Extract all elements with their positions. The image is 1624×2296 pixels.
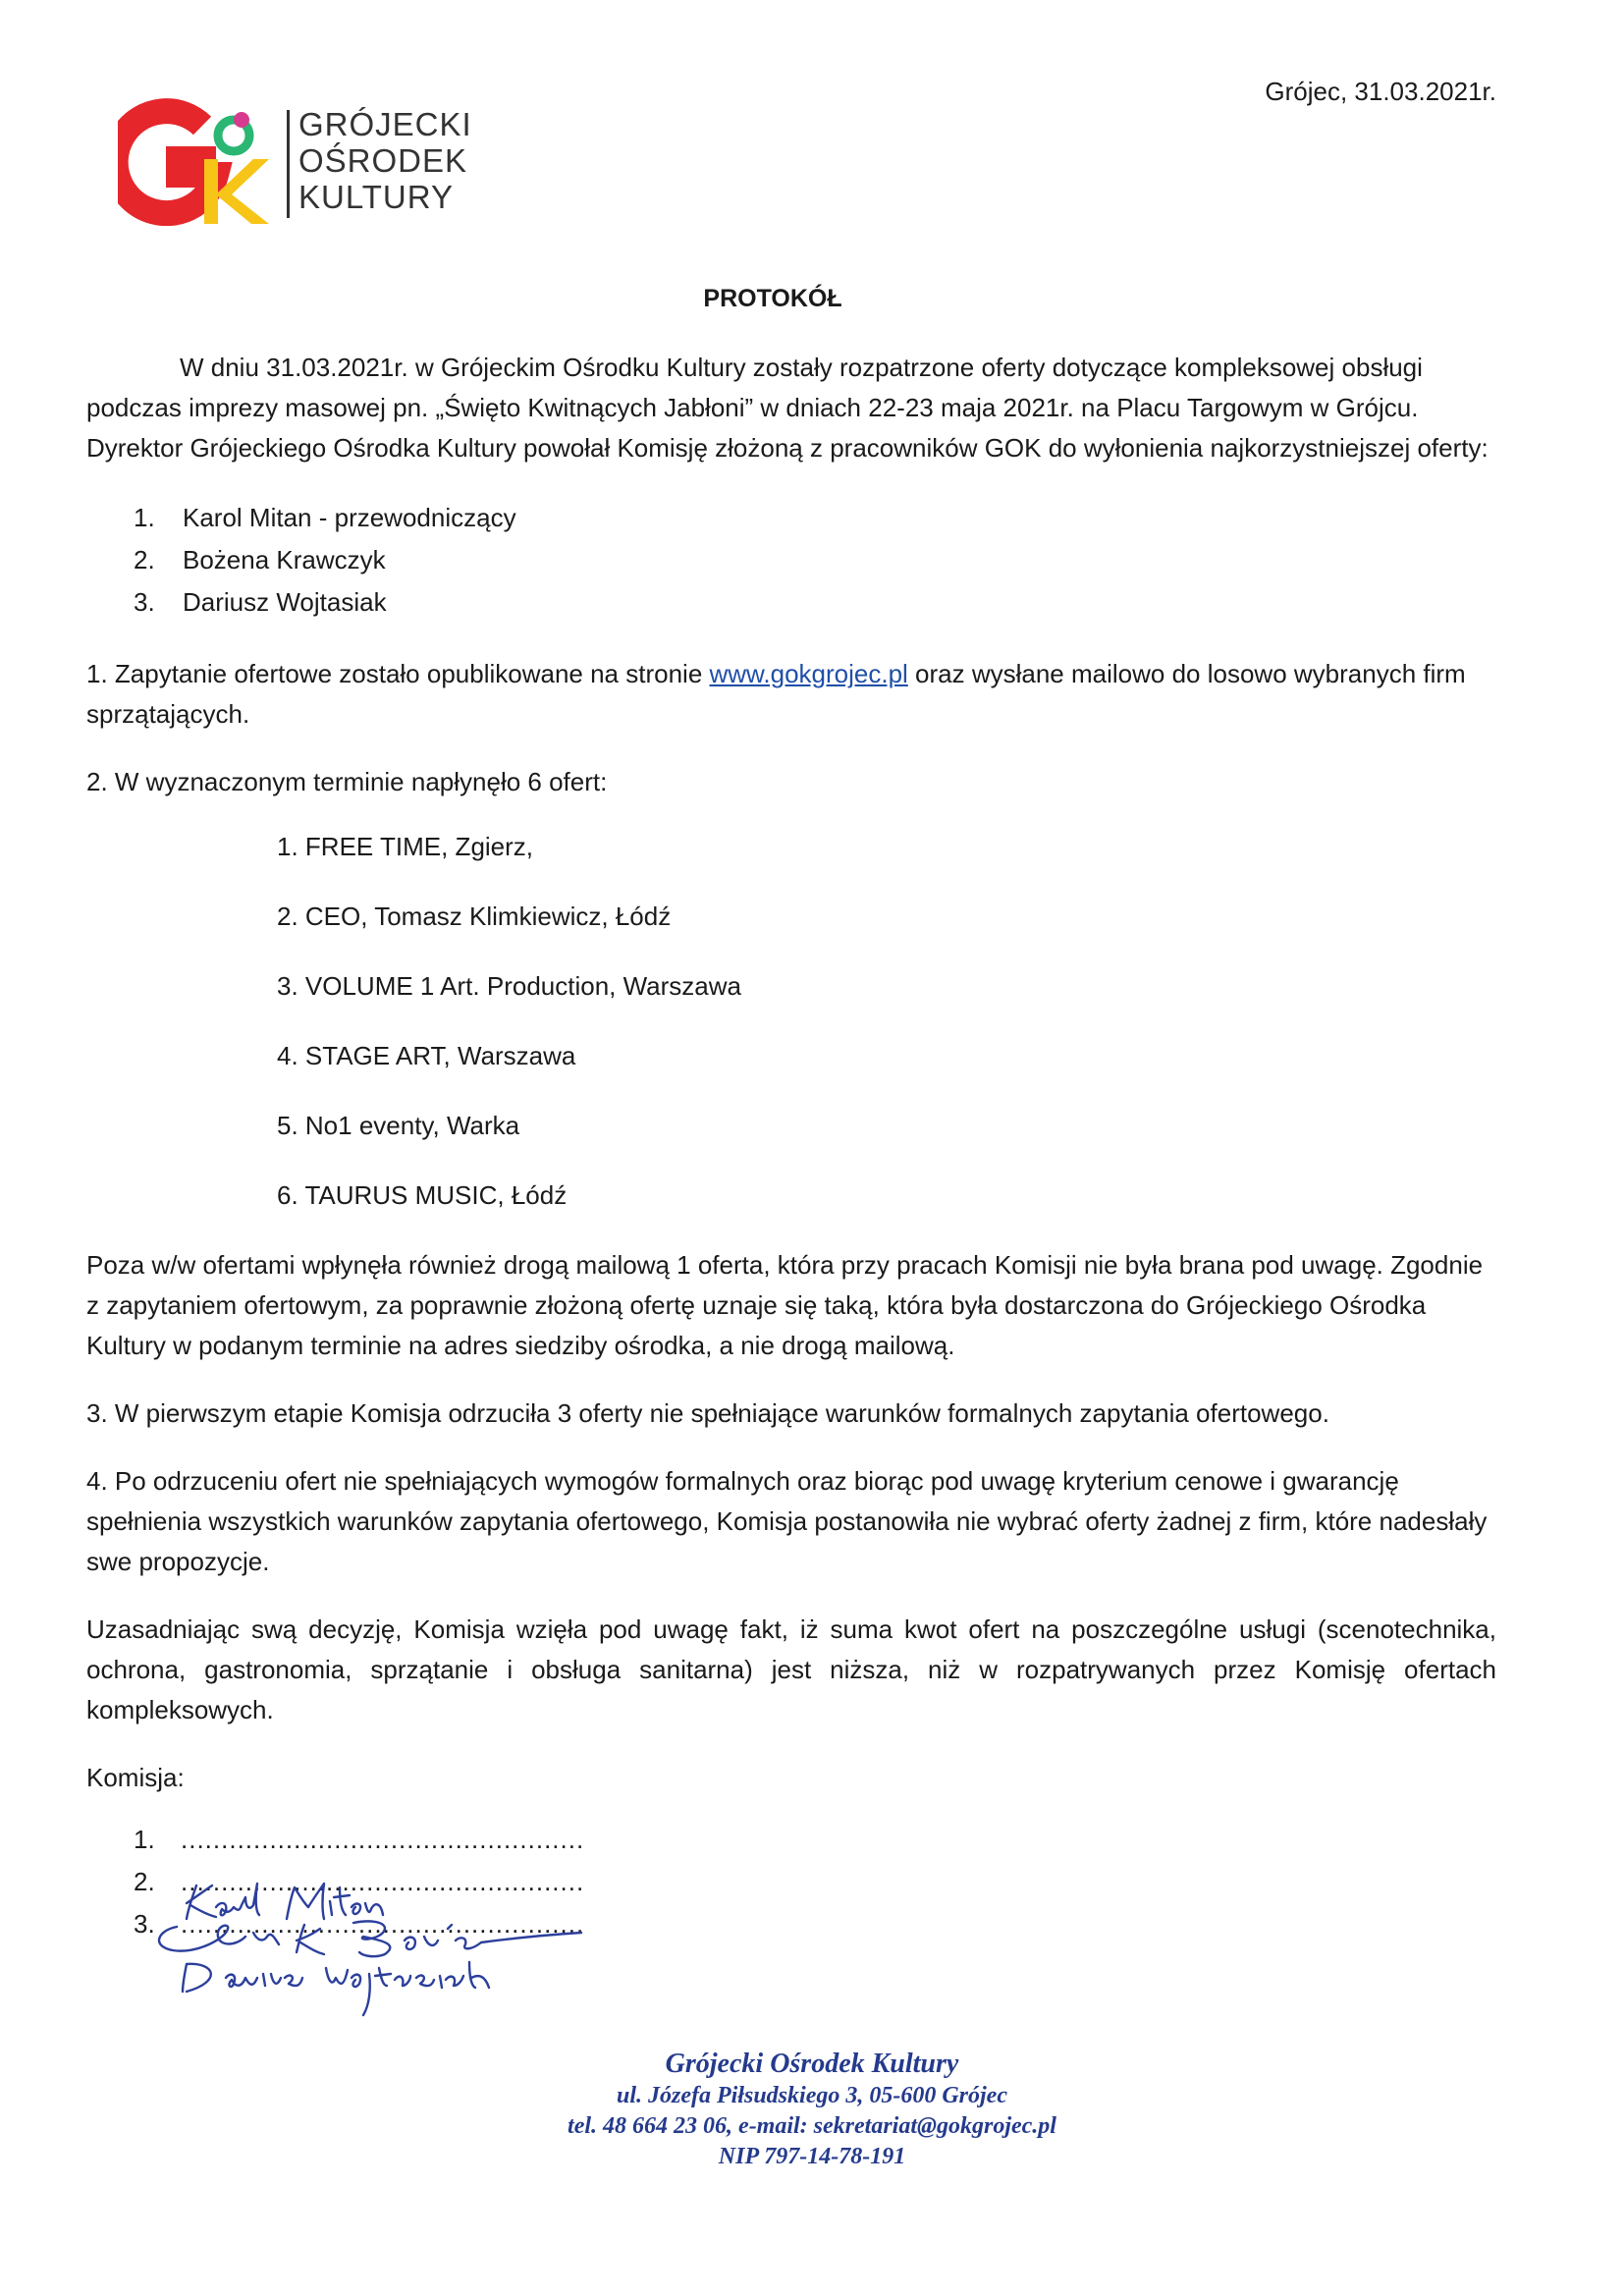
point-4: 4. Po odrzuceniu ofert nie spełniających wymogów formalnych oraz biorąc pod uwagę kryterium cenowe i gwarancję spełnienia wszystkich warunków zapytania ofertowego, Komisja postanowiła nie wybrać oferty żadnej z firm, które nadesłały swe propozycje.: [86, 1466, 1488, 1576]
offer-item: 4. STAGE ART, Warszawa: [277, 1041, 576, 1070]
signature-line: 2. ..................................................: [134, 1867, 585, 1896]
logo-divider: [287, 110, 290, 218]
email-offer-note: Poza w/w ofertami wpłynęła również drogą mailową 1 oferta, która przy pracach Komisji nie była brana pod uwagę. Zgodnie z zapytaniem ofertowym, za poprawnie złożoną ofertę uznaje się taką, która była dostarczona do Grójeckiego Ośrodka Kultury w podanym terminie na adres siedziby ośrodka, a nie drogą mailową.: [86, 1250, 1484, 1360]
footer-nip: NIP 797-14-78-191: [718, 2144, 906, 2169]
intro-paragraph: W dniu 31.03.2021r. w Grójeckim Ośrodku Kultury zostały rozpatrzone oferty dotyczące kompleksowej obsługi podczas imprezy masowej pn. „Święto Kwitnących Jabłoni” w dniach 22-23 maja 2021r. na Placu Targowym w Grójcu. Dyrektor Grójeckiego Ośrodka Kultury powołał Komisję złożoną z pracowników GOK do wyłonienia najkorzystniejszej oferty:: [86, 353, 1489, 463]
committee-member: 3. Dariusz Wojtasiak: [134, 587, 387, 617]
point-2: 2. W wyznaczonym terminie napłynęło 6 ofert:: [86, 767, 608, 796]
justification-paragraph: Uzasadniając swą decyzję, Komisja wzięła pod uwagę fakt, iż suma kwot ofert na poszczególne usługi (scenotechnika, ochrona, gastronomia, sprzątanie i obsługa sanitarna) jest niższa, niż w rozpatrywanych przez Komisję ofertach kompleksowych.: [86, 1614, 1496, 1724]
document-title: PROTOKÓŁ: [703, 285, 842, 312]
offer-item: 1. FREE TIME, Zgierz,: [277, 832, 534, 861]
handwritten-signatures: [147, 1868, 658, 2025]
signature-dariusz-wojtasiak: [183, 1962, 489, 2015]
logo-line-2: OŚRODEK: [298, 142, 468, 179]
committee-member: 1. Karol Mitan - przewodniczący: [134, 503, 516, 532]
signature-karol-mitan: [187, 1884, 383, 1919]
document-date: Grójec, 31.03.2021r.: [1265, 77, 1496, 106]
logo-line-3: KULTURY: [298, 179, 454, 215]
gok-logo-mark: [118, 98, 275, 226]
offer-item: 6. TAURUS MUSIC, Łódź: [277, 1180, 568, 1210]
point-3: 3. W pierwszym etapie Komisja odrzuciła 3 oferty nie spełniające warunków formalnych zapytania ofertowego.: [86, 1398, 1329, 1428]
signatures-label: Komisja:: [86, 1763, 185, 1792]
footer-contact-line: tel. 48 664 23 06, e-mail: sekretariat@gokgrojec.pl: [568, 2113, 1056, 2139]
footer-address: ul. Józefa Piłsudskiego 3, 05-600 Grójec: [617, 2083, 1007, 2108]
offers-list: [86, 827, 1496, 1245]
offer-item: 3. VOLUME 1 Art. Production, Warszawa: [277, 971, 741, 1001]
offer-item: 2. CEO, Tomasz Klimkiewicz, Łódź: [277, 902, 672, 931]
signature-bozena-krawczyk: [159, 1921, 581, 1956]
footer-contact: [0, 2048, 1624, 2172]
gok-logo: [118, 98, 471, 226]
signature-line: 1. ..................................................: [134, 1825, 585, 1854]
logo-line-1: GRÓJECKI: [298, 106, 472, 142]
footer-organization: Grójecki Ośrodek Kultury: [665, 2049, 959, 2079]
committee-list: [86, 498, 1496, 625]
committee-member: 2. Bożena Krawczyk: [134, 545, 386, 574]
document-body: [86, 348, 1496, 1946]
signature-line: 3. ..................................................: [134, 1909, 585, 1939]
logo-text: [298, 106, 472, 215]
point-1: 1. Zapytanie ofertowe zostało opublikowane na stronie www.gokgrojec.pl oraz wysłane mailowo do losowo wybranych firm sprzątających.: [86, 659, 1466, 729]
website-link[interactable]: www.gokgrojec.pl: [709, 659, 908, 688]
offer-item: 5. No1 eventy, Warka: [277, 1111, 520, 1140]
